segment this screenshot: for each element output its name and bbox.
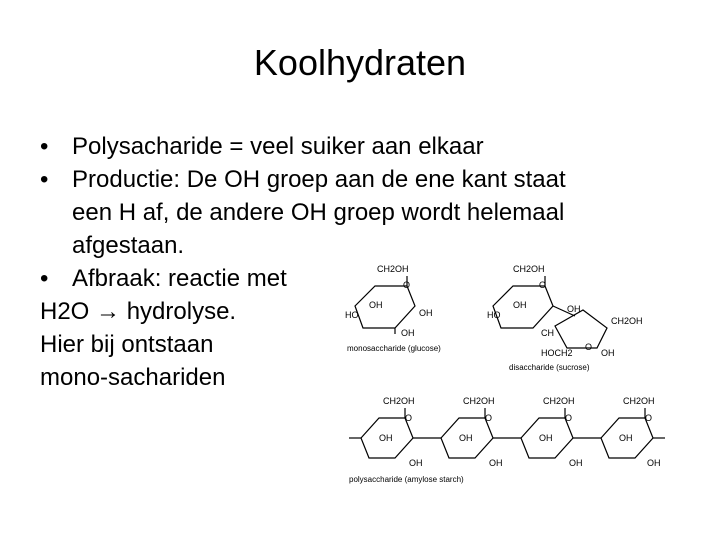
bullet-text: Polysacharide = veel suiker aan elkaar xyxy=(72,133,484,160)
sucrose-o-mid: O xyxy=(585,342,593,352)
glucose-ho: HO xyxy=(345,310,359,320)
amylose-oh-3: OH xyxy=(539,433,553,443)
amylose-o-4: O xyxy=(645,413,653,423)
sucrose-hoch2-label: HOCH2 xyxy=(541,348,573,358)
glucose-oh-left: OH xyxy=(369,300,383,310)
bullet-dot: • xyxy=(40,265,49,292)
sucrose-ch2oh-label: CH2OH xyxy=(513,264,545,274)
bullet-text: Productie: De OH groep aan de ene kant staat xyxy=(72,166,566,193)
bullet-productie xyxy=(40,163,690,262)
amylose-oh-2: OH xyxy=(459,433,473,443)
glucose-oh-bottom: OH xyxy=(401,328,415,338)
amylose-ch2oh-4: CH2OH xyxy=(623,396,655,406)
figure-background xyxy=(345,258,677,490)
structures-svg xyxy=(345,258,677,490)
amylose-oh-b2: OH xyxy=(489,458,503,468)
amylose-caption: polysaccharide (amylose starch) xyxy=(349,475,464,484)
bullet-dot: • xyxy=(40,133,49,160)
amylose-o-2: O xyxy=(485,413,493,423)
amylose-oh-b3: OH xyxy=(569,458,583,468)
amylose-oh-1: OH xyxy=(379,433,393,443)
page-title: Koolhydraten xyxy=(253,42,467,83)
glucose-oh-right: OH xyxy=(419,308,433,318)
bullet-polysacharide xyxy=(40,130,690,163)
line-ontstaan: Hier bij ontstaan xyxy=(40,331,214,358)
sucrose-ho: HO xyxy=(487,310,501,320)
bullet-dot: • xyxy=(40,166,49,193)
amylose-oh-b4: OH xyxy=(647,458,661,468)
sucrose-ch-label: CH xyxy=(541,328,554,338)
arrow-icon: → xyxy=(96,298,121,325)
bullet-text-cont: afgestaan. xyxy=(72,232,185,259)
amylose-o-1: O xyxy=(405,413,413,423)
sucrose-ch2oh-right: CH2OH xyxy=(611,316,643,326)
hydrolyse-text: hydrolyse. xyxy=(120,298,237,325)
glucose-o-label: O xyxy=(403,280,411,290)
sucrose-caption: disaccharide (sucrose) xyxy=(509,363,590,372)
amylose-oh-4: OH xyxy=(619,433,633,443)
amylose-ch2oh-3: CH2OH xyxy=(543,396,575,406)
carbohydrate-structures-figure xyxy=(345,258,677,490)
amylose-ch2oh-2: CH2OH xyxy=(463,396,495,406)
amylose-o-3: O xyxy=(565,413,573,423)
sucrose-oh-1: OH xyxy=(513,300,527,310)
line-monosachariden: mono-sachariden xyxy=(40,364,226,391)
bullet-text-cont: een H af, de andere OH groep wordt helemaal xyxy=(72,199,565,226)
amylose-oh-b1: OH xyxy=(409,458,423,468)
h2o-text: H2O xyxy=(40,298,90,325)
sucrose-o-label: O xyxy=(539,280,547,290)
glucose-ch2oh-label: CH2OH xyxy=(377,264,409,274)
glucose-caption: monosaccharide (glucose) xyxy=(347,344,441,353)
amylose-ch2oh-1: CH2OH xyxy=(383,396,415,406)
sucrose-oh-2: OH xyxy=(567,304,581,314)
sucrose-oh-3: OH xyxy=(601,348,615,358)
bullet-text: Afbraak: reactie met xyxy=(72,265,287,292)
